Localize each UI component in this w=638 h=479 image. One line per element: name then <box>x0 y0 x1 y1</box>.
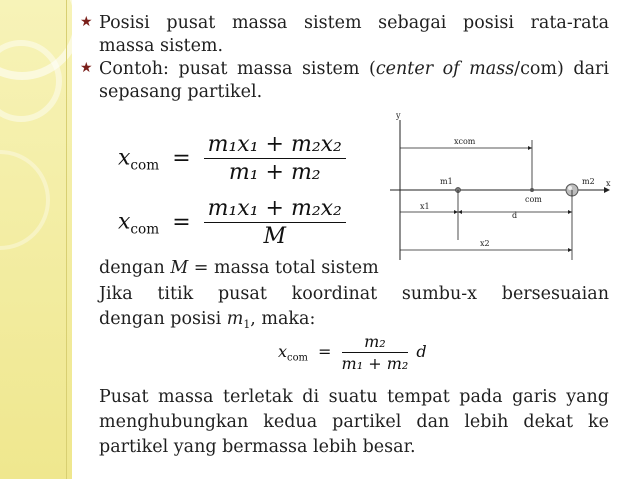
eq2-numerator: m₁x₁ + m₂x₂ <box>204 196 346 223</box>
bullet-2-start: Contoh: pusat massa sistem ( <box>99 59 376 79</box>
d-arrow-right <box>568 210 572 214</box>
conclusion-line-1: Pusat massa terletak di suatu tempat pada garis yang <box>99 387 609 407</box>
eq1-equals: = <box>172 145 191 171</box>
xcom-label: xcom <box>454 137 476 146</box>
com-diagram <box>382 110 614 262</box>
particle-m2-highlight <box>568 186 572 190</box>
equation-3 <box>278 332 427 373</box>
bullet-1-line-2: massa sistem. <box>99 36 224 56</box>
eq3-lhs-sub: com <box>287 352 308 364</box>
m1-label: m1 <box>440 177 453 186</box>
com-label: com <box>525 195 542 204</box>
jika-line-1: Jika titik pusat koordinat sumbu-x bersesuaian <box>99 284 609 304</box>
com-dot <box>530 188 534 192</box>
conclusion-line-3: partikel yang bermassa lebih besar. <box>99 437 416 457</box>
dengan-prefix: dengan <box>99 258 171 278</box>
jika-suffix: , maka: <box>250 309 316 329</box>
equation-2 <box>118 196 346 249</box>
x1-label: x1 <box>420 202 430 211</box>
xcom-arrow <box>528 146 532 150</box>
dengan-line <box>99 257 379 279</box>
decorative-ring <box>0 150 50 250</box>
star-icon: ★ <box>80 14 93 30</box>
equation-1 <box>118 132 346 185</box>
eq1-numerator: m₁x₁ + m₂x₂ <box>204 132 346 159</box>
eq1-lhs-sub: com <box>130 157 160 174</box>
eq1-denominator: m₁ + m₂ <box>228 160 321 185</box>
eq3-fraction <box>342 332 409 373</box>
eq2-denominator: M <box>263 224 286 249</box>
eq2-fraction <box>204 196 346 249</box>
eq2-lhs: x <box>118 209 131 235</box>
sidebar-divider <box>66 0 67 479</box>
eq1-lhs: x <box>118 145 131 171</box>
jika-var-sub: 1 <box>243 317 251 331</box>
bullet-2-italic: center of mass <box>375 59 515 79</box>
eq3-tail: d <box>416 342 427 361</box>
decorative-sidebar <box>0 0 72 479</box>
x1-arrow <box>454 210 458 214</box>
eq2-equals: = <box>172 209 191 235</box>
bullet-2-line-1 <box>99 58 609 80</box>
x-axis-label: x <box>606 179 611 188</box>
dengan-suffix: = massa total sistem <box>188 258 379 278</box>
eq3-equals: = <box>318 342 332 361</box>
d-label: d <box>512 211 518 220</box>
eq3-lhs: x <box>278 342 288 361</box>
conclusion-line-2: menghubungkan kedua partikel dan lebih dekat ke <box>99 412 609 432</box>
bullet-2-line-2: sepasang partikel. <box>99 82 263 102</box>
x2-arrow <box>568 248 572 252</box>
y-axis-label: y <box>396 111 401 120</box>
eq1-fraction <box>204 132 346 185</box>
eq3-denominator: m₁ + m₂ <box>341 354 409 373</box>
x2-label: x2 <box>480 239 490 248</box>
eq3-numerator: m₂ <box>342 332 409 353</box>
jika-var: m <box>226 309 244 329</box>
m2-label: m2 <box>582 177 595 186</box>
dengan-var: M <box>170 258 189 278</box>
star-icon: ★ <box>80 60 93 76</box>
bullet-1-line-1: Posisi pusat massa sistem sebagai posisi rata-rata <box>99 13 609 33</box>
d-arrow-left <box>458 210 462 214</box>
bullet-2-end: /com) dari <box>514 59 609 79</box>
eq2-lhs-sub: com <box>130 221 160 238</box>
jika-prefix: dengan posisi <box>99 309 227 329</box>
